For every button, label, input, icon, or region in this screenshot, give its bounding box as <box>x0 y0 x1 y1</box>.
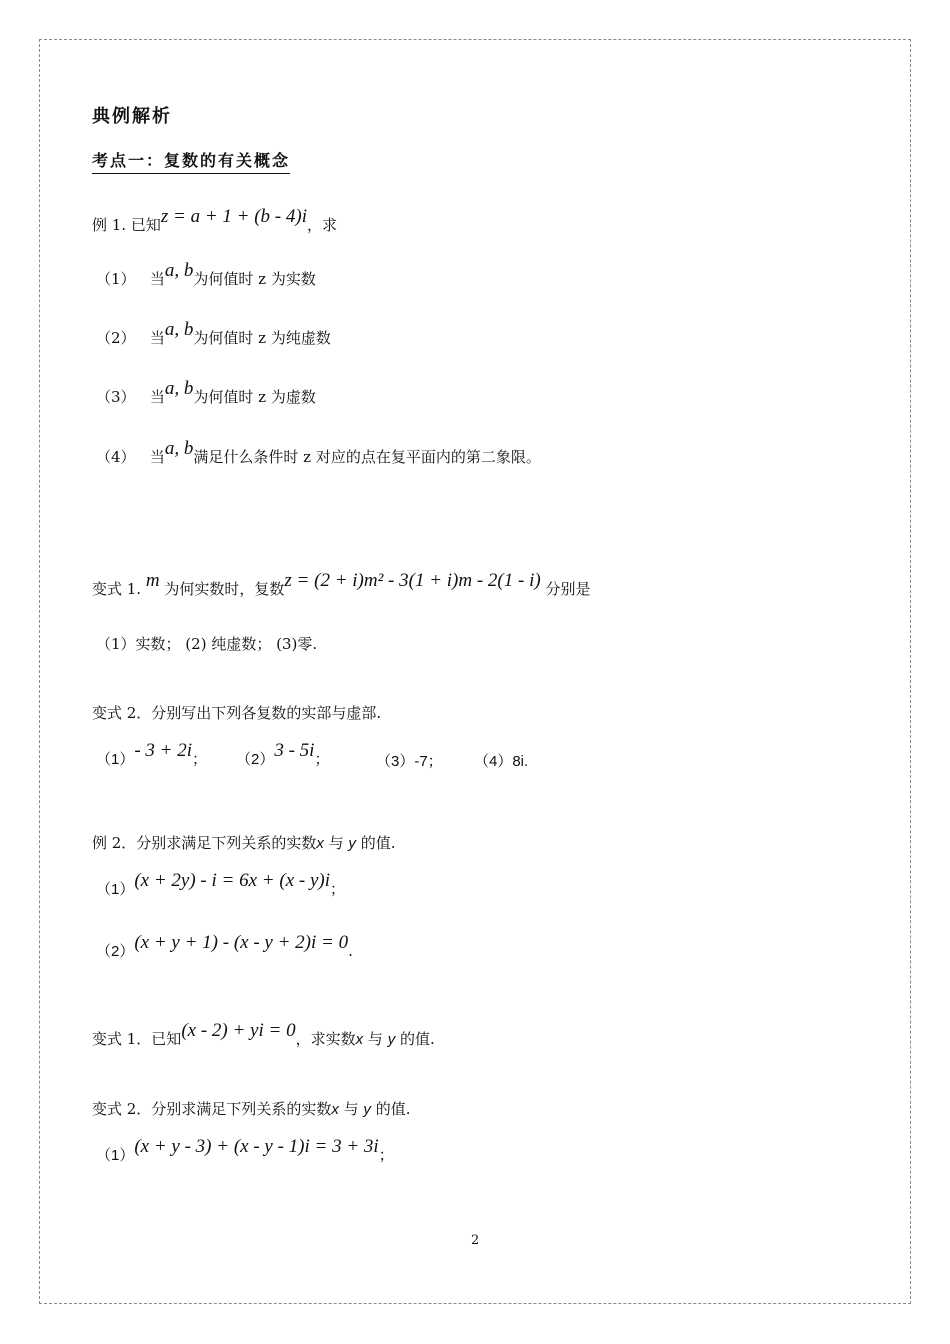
item-number: （3） <box>96 388 136 406</box>
variant2-item-1 <box>96 740 208 770</box>
title-post: 的值. <box>375 1100 411 1118</box>
item-variable: a, b <box>164 378 194 399</box>
example1-item-3 <box>96 378 316 408</box>
item-pre: 当 <box>149 270 165 288</box>
item-expression: (x + y + 1) - (x - y + 2)i = 0 <box>134 932 349 953</box>
title-and: 与 <box>328 834 344 852</box>
item-expression: - 3 + 2i <box>134 740 193 761</box>
item-number: （2） <box>96 329 136 347</box>
title-pre: 例 2．分别求满足下列关系的实数 <box>92 834 317 852</box>
item-pre: 当 <box>149 329 165 347</box>
var-x: x <box>316 835 324 852</box>
example1-intro <box>92 206 337 236</box>
example1-item-2 <box>96 319 331 349</box>
variant1-choices: （1）实数； (2) 纯虚数； (3)零. <box>96 635 318 653</box>
item-number: （4） <box>96 448 136 466</box>
item-expression: 3 - 5i <box>274 740 315 761</box>
item-pre: 当 <box>149 448 165 466</box>
line-formula: (x - 2) + yi = 0 <box>181 1020 296 1041</box>
example1-item-1 <box>96 260 316 290</box>
item-end: ； <box>378 1146 394 1164</box>
variant1-prefix: 变式 1. <box>92 580 142 598</box>
item-number: （1） <box>96 270 136 288</box>
var-y: y <box>363 1101 371 1118</box>
title-post: 的值. <box>360 834 396 852</box>
variant2-item-3: （3）-7； <box>376 753 443 770</box>
variant2b-item-1 <box>96 1136 394 1166</box>
line-pre: 变式 1．已知 <box>92 1030 182 1048</box>
item-text: 为何值时 z 为虚数 <box>193 388 316 406</box>
section-title: 考点一：复数的有关概念 <box>92 148 290 174</box>
variant2-item-2 <box>236 740 330 770</box>
line-and: 与 <box>367 1030 383 1048</box>
var-x: x <box>331 1101 339 1118</box>
item-number: （1） <box>96 1147 135 1164</box>
variant1-mid: 为何实数时，复数 <box>164 580 285 598</box>
example1-suffix: ，求 <box>306 216 337 234</box>
example1-formula: z = a + 1 + (b - 4)i <box>160 206 307 227</box>
item-variable: a, b <box>164 319 194 340</box>
item-end: ； <box>192 750 208 768</box>
page-heading: 典例解析 <box>92 106 172 127</box>
example1-item-4 <box>96 438 541 468</box>
variant1-var-m: m <box>145 570 160 591</box>
item-text: 为何值时 z 为纯虚数 <box>193 329 331 347</box>
item-expression: (x + y - 3) + (x - y - 1)i = 3 + 3i <box>134 1136 379 1157</box>
title-pre: 变式 2．分别求满足下列关系的实数 <box>92 1100 332 1118</box>
variant1-suffix: 分别是 <box>545 580 591 598</box>
item-number: （2） <box>236 751 275 768</box>
variant2-item-4: （4）8i. <box>474 753 529 770</box>
item-number: （1） <box>96 881 135 898</box>
example2-item-2 <box>96 932 353 962</box>
var-x: x <box>355 1031 364 1048</box>
item-end: . <box>348 942 353 960</box>
item-number: （1） <box>96 751 135 768</box>
line-post: 的值. <box>399 1030 435 1048</box>
example1-prefix: 例 1. 已知 <box>92 216 161 234</box>
variant2-title: 变式 2．分别写出下列各复数的实部与虚部. <box>92 704 382 722</box>
variant1-formula: z = (2 + i)m² - 3(1 + i)m - 2(1 - i) <box>284 570 541 591</box>
item-end: ； <box>314 750 330 768</box>
page-number: 2 <box>471 1233 480 1248</box>
item-end: ； <box>330 880 346 898</box>
item-expression: (x + 2y) - i = 6x + (x - y)i <box>134 870 330 891</box>
var-y: y <box>387 1031 396 1048</box>
item-text: 满足什么条件时 z 对应的点在复平面内的第二象限。 <box>193 448 541 466</box>
variant1b-line <box>92 1020 435 1050</box>
var-y: y <box>348 835 356 852</box>
variant2b-title <box>92 1098 410 1119</box>
title-and: 与 <box>343 1100 359 1118</box>
item-number: （2） <box>96 943 135 960</box>
item-variable: a, b <box>164 438 194 459</box>
line-mid: ，求实数 <box>295 1030 356 1048</box>
item-text: 为何值时 z 为实数 <box>193 270 316 288</box>
example2-item-1 <box>96 870 346 900</box>
variant1-intro <box>92 570 591 600</box>
example2-title <box>92 832 395 853</box>
item-variable: a, b <box>164 260 194 281</box>
item-pre: 当 <box>149 388 165 406</box>
